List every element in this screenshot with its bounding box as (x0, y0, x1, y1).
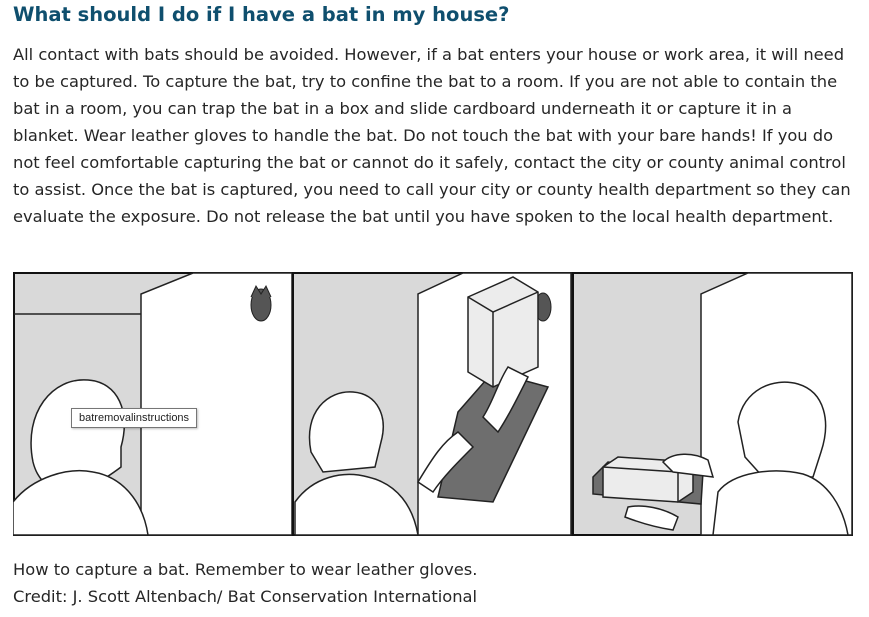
bat-capture-illustration (13, 272, 853, 536)
box (468, 277, 538, 387)
figure-credit: Credit: J. Scott Altenbach/ Bat Conservation International (13, 587, 478, 606)
panel-1 (13, 273, 292, 535)
panel-3 (573, 273, 852, 535)
article-paragraph: All contact with bats should be avoided. However, if a bat enters your house or work area, it will need to be captured. To capture the bat, try to confine the bat to a room. If you are not able to contain the bat in a room, you can trap the bat in a box and slide cardboard underneath it or capture it in a blanket. Wear leather gloves to handle the bat. Do not touch the bat with your bare hands! If you do not feel comfortable capturing the bat or cannot do it safely, contact the city or county animal control to assist. Once the bat is captured, you need to call your city or county health department so they can evaluate the exposure. Do not release the bat until you have spoken to the local health department. (13, 45, 851, 226)
page-title: What should I do if I have a bat in my house? (13, 3, 510, 26)
image-tooltip: batremovalinstructions (71, 408, 197, 428)
illustration-svg (13, 272, 853, 536)
figure-caption: How to capture a bat. Remember to wear leather gloves. (13, 560, 478, 579)
bat-icon (251, 286, 271, 321)
panel-2 (293, 273, 571, 535)
